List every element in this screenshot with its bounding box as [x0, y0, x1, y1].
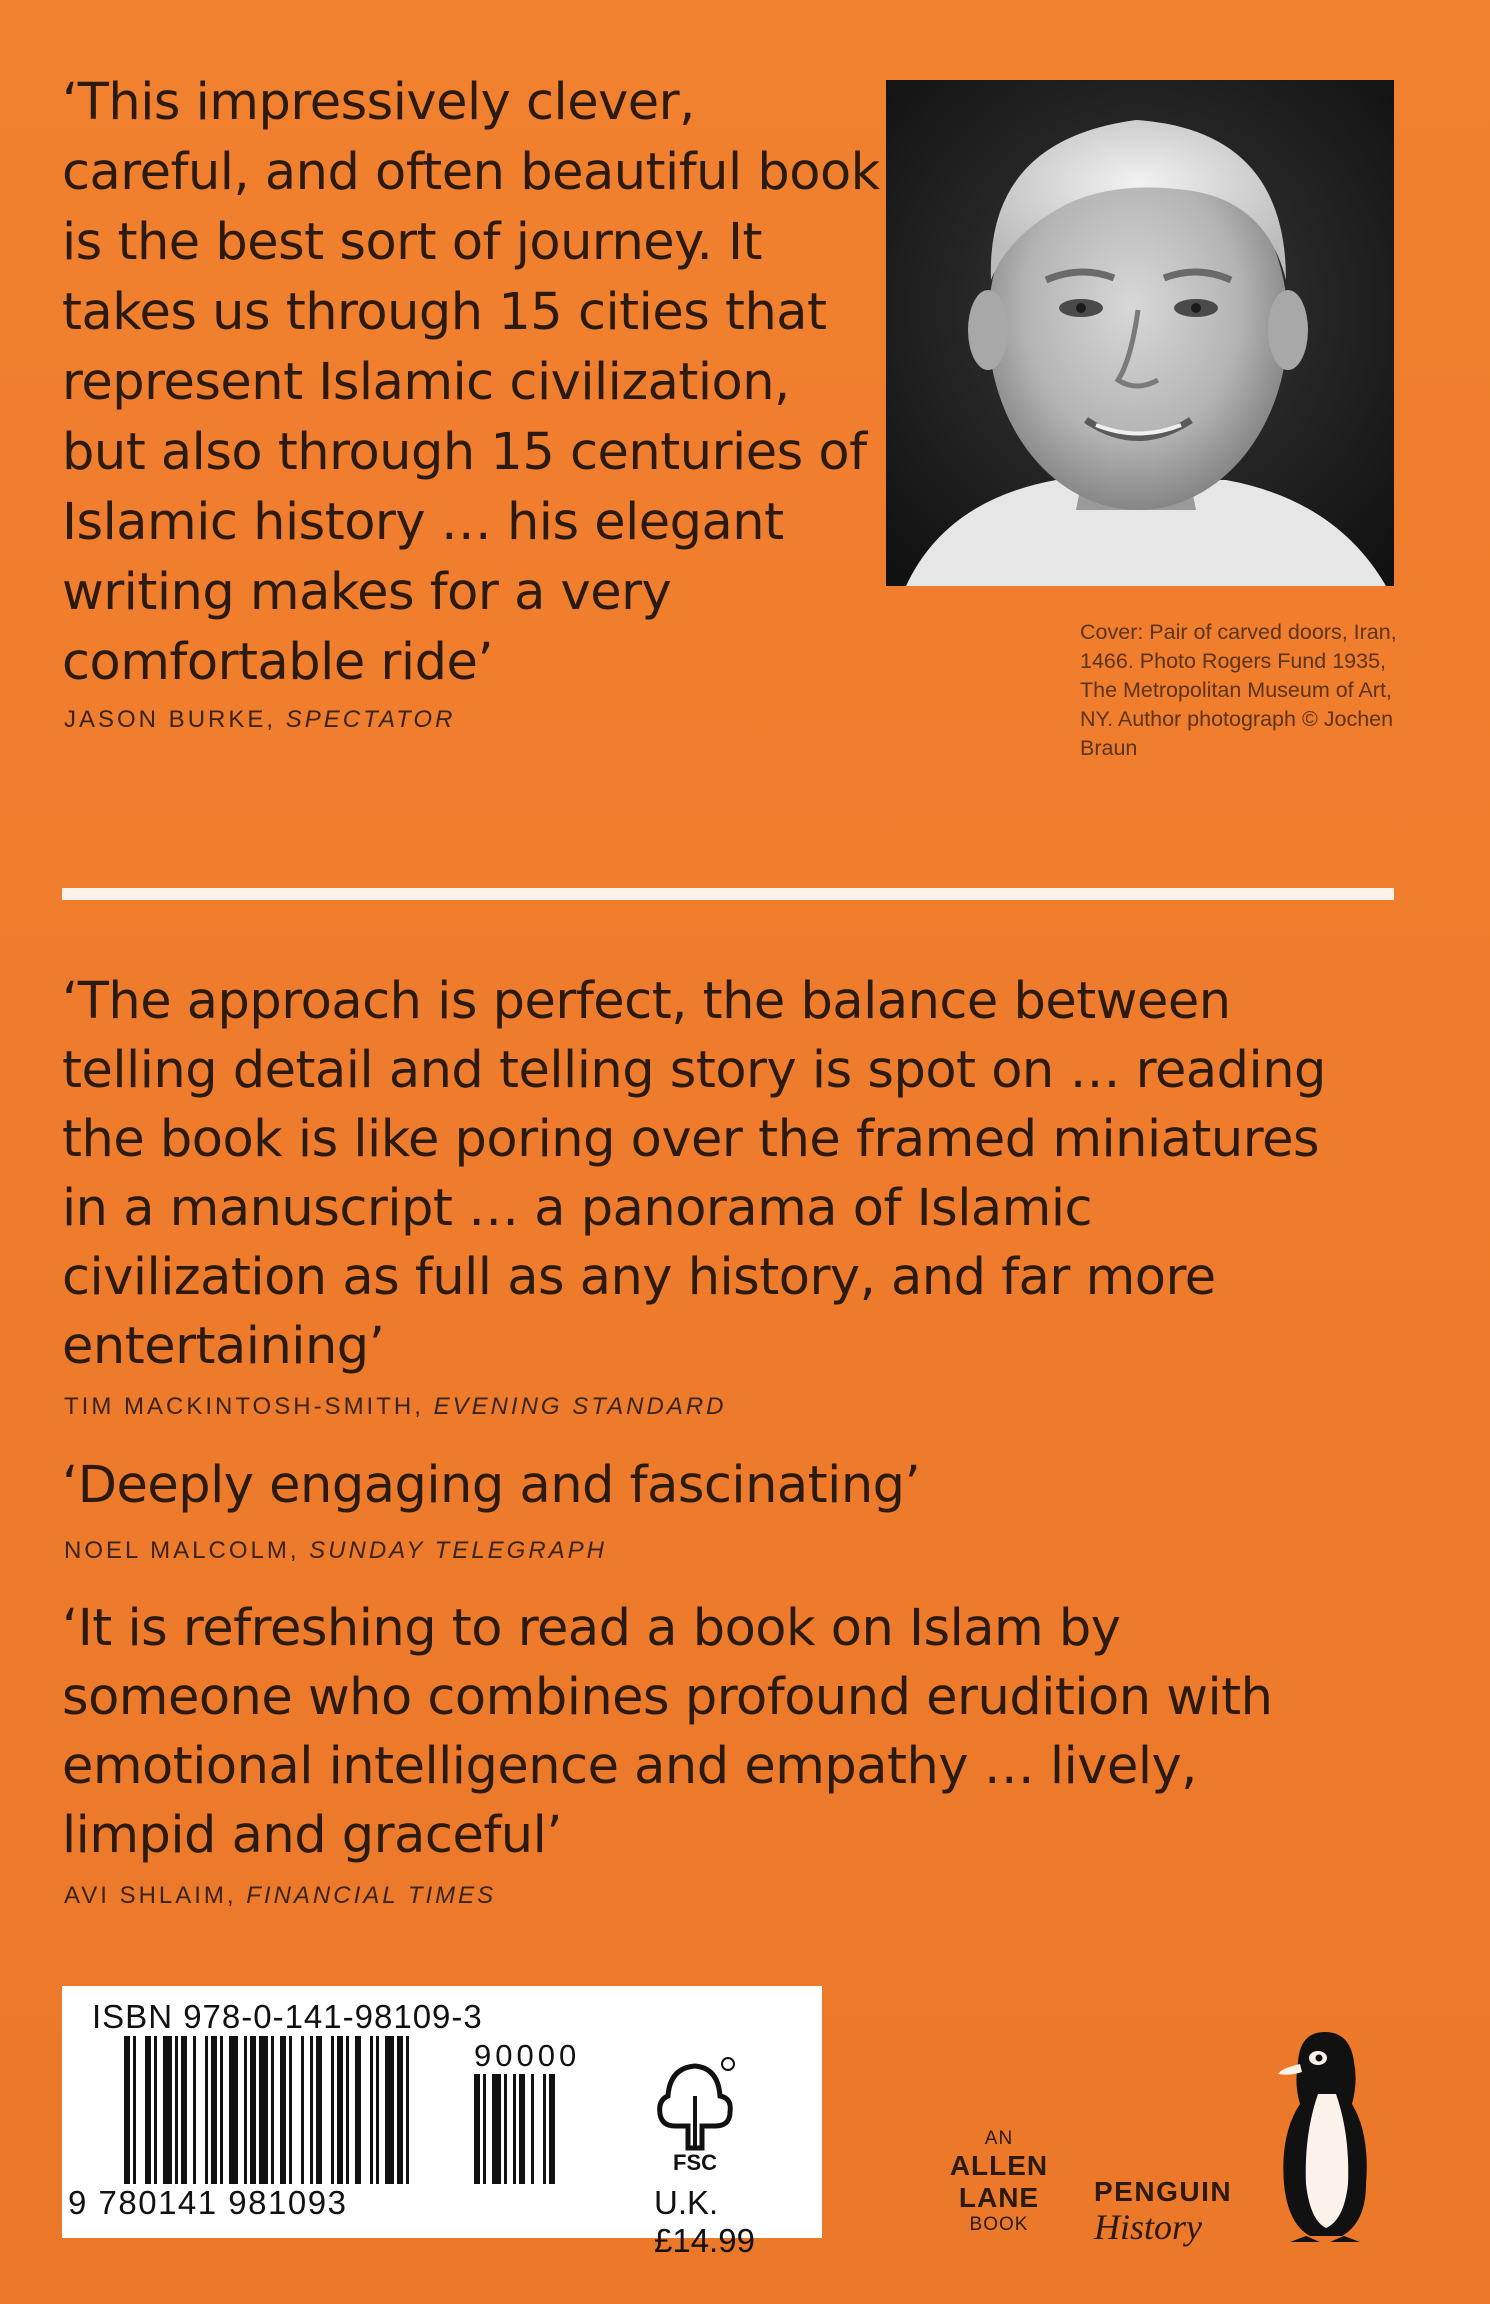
- barcode-bar: [205, 2036, 208, 2184]
- quote-jason-burke: ‘This impressively clever, careful, and often beautiful book is the best sort of journey. It takes us through 15 cities that represent Islamic civilization, but also through 15 centuries of Islamic history … his elegant writing makes for a very comfortable ride’: [62, 73, 880, 692]
- imprint-book: BOOK: [969, 2214, 1029, 2235]
- barcode-bar: [193, 2036, 196, 2184]
- barcode-bar: [154, 2036, 157, 2184]
- penguin-logo-icon: [1270, 2024, 1380, 2249]
- barcode-addon-bar: [474, 2074, 480, 2184]
- attribution-noel-malcolm: [64, 1537, 607, 1565]
- attribution-jason-burke: [64, 706, 455, 734]
- barcode-bar: [289, 2036, 292, 2184]
- barcode-addon-bar: [519, 2074, 525, 2184]
- barcode-bar: [385, 2036, 394, 2184]
- cover-credits-caption: Cover: Pair of carved doors, Iran, 1466. Photo Rogers Fund 1935, The Metropolitan Museum of Art, NY. Author photograph © Jochen Braun: [1080, 620, 1397, 760]
- barcode-bar: [397, 2036, 403, 2184]
- barcode-bar: [229, 2036, 238, 2184]
- barcode-bar: [163, 2036, 172, 2184]
- barcode-digits: 9 780141 981093: [68, 2184, 348, 2221]
- attribution-author: TIM MACKINTOSH-SMITH,: [64, 1393, 424, 1420]
- quote-tim-mackintosh-smith: ‘The approach is perfect, the balance between telling detail and telling story is spot on … reading the book is like poring over the framed miniatures in a manuscript … a panorama of Islamic civilization as full as any history, and far more entertaining’: [62, 972, 1326, 1376]
- barcode-bar: [310, 2036, 313, 2184]
- barcode-bar: [181, 2036, 187, 2184]
- quote-noel-malcolm: ‘Deeply engaging and fascinating’: [62, 1456, 921, 1515]
- attribution-author: AVI SHLAIM,: [64, 1882, 237, 1909]
- attribution-source: FINANCIAL TIMES: [246, 1882, 497, 1909]
- price-code: 90000: [474, 2038, 581, 2073]
- fsc-text: FSC: [673, 2150, 717, 2174]
- fsc-logo-icon: [650, 2056, 740, 2179]
- barcode-addon-bar: [504, 2074, 507, 2184]
- attribution-source: SPECTATOR: [285, 706, 456, 733]
- barcode-bar: [301, 2036, 304, 2184]
- penguin-history-imprint: [1094, 2176, 1232, 2248]
- barcode-addon-bar: [549, 2074, 555, 2184]
- barcode-bar: [331, 2036, 334, 2184]
- quote-avi-shlaim: ‘It is refreshing to read a book on Islam by someone who combines profound erudition with emotional intelligence and empathy … lively, limpid and graceful’: [62, 1599, 1273, 1865]
- barcode-bar: [220, 2036, 223, 2184]
- barcode-addon-bar: [531, 2074, 534, 2184]
- barcode-bar: [346, 2036, 349, 2184]
- price-label: U.K. £14.99: [654, 2184, 755, 2259]
- imprint-allen: ALLEN: [949, 2150, 1049, 2181]
- barcode-bar: [370, 2036, 373, 2184]
- author-photograph: [886, 80, 1394, 586]
- barcode-bar: [271, 2036, 274, 2184]
- imprint-history: History: [1094, 2207, 1202, 2247]
- attribution-source: SUNDAY TELEGRAPH: [309, 1537, 608, 1564]
- imprint-an: AN: [984, 2128, 1014, 2149]
- allen-lane-imprint: [944, 2128, 1054, 2236]
- attribution-author: NOEL MALCOLM,: [64, 1537, 300, 1564]
- barcode-bar: [133, 2036, 136, 2184]
- barcode-bar: [316, 2036, 322, 2184]
- attribution-source: EVENING STANDARD: [433, 1393, 727, 1420]
- barcode-bar: [244, 2036, 247, 2184]
- barcode-bar: [376, 2036, 379, 2184]
- barcode-addon-bar: [483, 2074, 486, 2184]
- attribution-author: JASON BURKE,: [64, 706, 277, 733]
- imprint-lane: LANE: [958, 2182, 1040, 2213]
- barcode-addon-bar: [513, 2074, 516, 2184]
- barcode-bar: [211, 2036, 217, 2184]
- barcode-bar: [175, 2036, 178, 2184]
- barcode-bar: [406, 2036, 409, 2184]
- barcode-bar: [280, 2036, 286, 2184]
- barcode-bar: [124, 2036, 130, 2184]
- imprint-penguin: PENGUIN: [1094, 2176, 1233, 2207]
- barcode-bar: [355, 2036, 361, 2184]
- barcode-bar: [337, 2036, 343, 2184]
- barcode-addon-bar: [543, 2074, 546, 2184]
- isbn-label: ISBN 978-0-141-98109-3: [92, 1998, 483, 2035]
- attribution-tim-mackintosh-smith: [64, 1393, 726, 1421]
- barcode-panel: [62, 1986, 822, 2259]
- barcode-bar: [259, 2036, 268, 2184]
- barcode-addon-bar: [492, 2074, 501, 2184]
- attribution-avi-shlaim: [64, 1882, 496, 1910]
- barcode-bar: [250, 2036, 256, 2184]
- barcode-bar: [145, 2036, 151, 2184]
- divider-line: [62, 888, 1394, 900]
